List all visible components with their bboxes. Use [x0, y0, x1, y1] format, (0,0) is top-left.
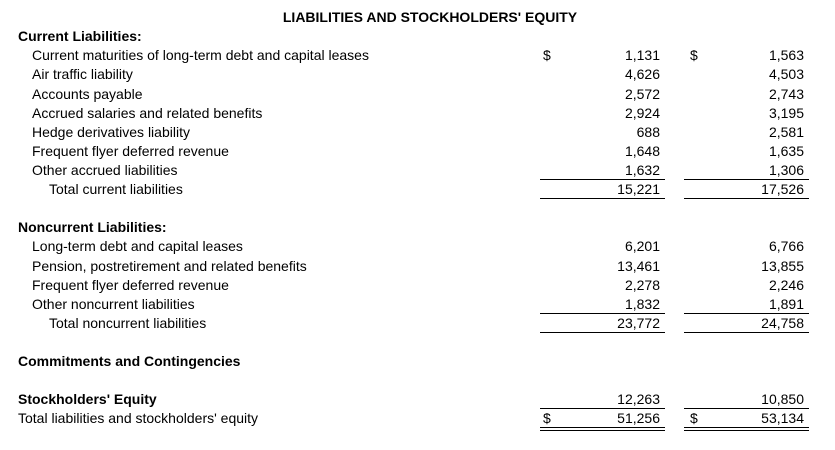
value-col1: 1,632 — [624, 162, 660, 178]
grand-total-col1: 51,256 — [617, 410, 660, 426]
value-col2: 1,306 — [768, 162, 804, 178]
grand-total-label: Total liabilities and stockholders' equity — [18, 410, 259, 426]
total-label: Total noncurrent liabilities — [49, 315, 207, 331]
double-underline — [540, 430, 665, 431]
double-underline — [540, 427, 665, 428]
value-col1: 13,461 — [617, 258, 660, 274]
value-col1: 4,626 — [624, 66, 660, 82]
value-col2: 10,850 — [761, 391, 804, 407]
value-col2: 1,563 — [768, 47, 804, 63]
double-underline — [684, 427, 809, 428]
value-col2: 13,855 — [761, 258, 804, 274]
value-col2: 1,635 — [768, 143, 804, 159]
total-col2: 17,526 — [761, 181, 804, 197]
grand-total-col2: 53,134 — [761, 410, 804, 426]
row-label: Frequent flyer deferred revenue — [32, 143, 229, 159]
row-label: Long-term debt and capital leases — [32, 238, 243, 254]
row-label: Accounts payable — [32, 86, 143, 102]
total-rule — [684, 198, 809, 199]
total-rule — [540, 198, 665, 199]
subtotal-rule — [684, 408, 809, 409]
value-col1: 1,832 — [624, 296, 660, 312]
total-rule — [540, 332, 665, 333]
subtotal-rule — [684, 313, 809, 314]
dollar-sign: $ — [690, 47, 698, 63]
total-label: Total current liabilities — [49, 181, 183, 197]
value-col2: 2,743 — [768, 86, 804, 102]
value-col2: 2,246 — [768, 277, 804, 293]
row-label: Frequent flyer deferred revenue — [32, 277, 229, 293]
subtotal-rule — [540, 179, 665, 180]
value-col2: 2,581 — [768, 124, 804, 140]
value-col2: 3,195 — [768, 105, 804, 121]
current-liabilities-header: Current Liabilities: — [18, 28, 142, 44]
total-rule — [684, 332, 809, 333]
value-col2: 6,766 — [768, 238, 804, 254]
value-col1: 1,131 — [624, 47, 660, 63]
row-label: Current maturities of long-term debt and capital leases — [32, 47, 369, 63]
total-col1: 15,221 — [617, 181, 660, 197]
value-col2: 4,503 — [768, 66, 804, 82]
double-underline — [684, 430, 809, 431]
subtotal-rule — [540, 408, 665, 409]
equity-header: Stockholders' Equity — [18, 391, 157, 407]
value-col1: 12,263 — [617, 391, 660, 407]
value-col1: 2,278 — [624, 277, 660, 293]
row-label: Pension, postretirement and related benefits — [32, 258, 307, 274]
noncurrent-liabilities-header: Noncurrent Liabilities: — [18, 219, 167, 235]
subtotal-rule — [540, 313, 665, 314]
value-col1: 1,648 — [624, 143, 660, 159]
row-label: Air traffic liability — [32, 66, 133, 82]
row-label: Hedge derivatives liability — [32, 124, 190, 140]
dollar-sign: $ — [690, 410, 698, 426]
commitments-header: Commitments and Contingencies — [18, 353, 241, 369]
total-col1: 23,772 — [617, 315, 660, 331]
value-col1: 688 — [636, 124, 660, 140]
row-label: Other accrued liabilities — [32, 162, 178, 178]
page-title: LIABILITIES AND STOCKHOLDERS' EQUITY — [282, 9, 578, 25]
value-col2: 1,891 — [768, 296, 804, 312]
dollar-sign: $ — [543, 47, 551, 63]
total-col2: 24,758 — [761, 315, 804, 331]
dollar-sign: $ — [543, 410, 551, 426]
row-label: Other noncurrent liabilities — [32, 296, 195, 312]
value-col1: 6,201 — [624, 238, 660, 254]
subtotal-rule — [684, 179, 809, 180]
row-label: Accrued salaries and related benefits — [32, 105, 263, 121]
value-col1: 2,572 — [624, 86, 660, 102]
value-col1: 2,924 — [624, 105, 660, 121]
